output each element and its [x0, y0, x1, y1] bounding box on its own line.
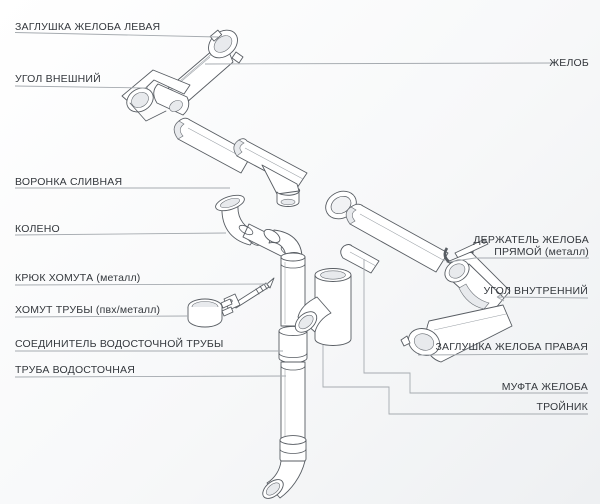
part-downpipe	[259, 253, 307, 502]
callout-line-truba	[15, 376, 286, 377]
label-troynik: ТРОЙНИК	[536, 401, 588, 413]
label-truba: ТРУБА ВОДОСТОЧНАЯ	[15, 364, 135, 376]
callout-line-kryuk	[15, 284, 268, 285]
label-kryuk: КРЮК ХОМУТА (металл)	[15, 272, 141, 284]
part-gutter-with-right-end-cap	[401, 305, 512, 362]
label-ugol-vneshniy: УГОЛ ВНЕШНИЙ	[15, 73, 101, 85]
label-zhelob: ЖЕЛОБ	[549, 57, 589, 69]
label-ugol-vnutrenniy: УГОЛ ВНУТРЕННИЙ	[483, 285, 588, 297]
part-clamp-hook-screw	[224, 278, 274, 310]
label-koleno: КОЛЕНО	[15, 223, 60, 235]
exploded-diagram	[122, 23, 512, 502]
part-outer-corner	[122, 70, 190, 121]
label-zaglushka-levaya: ЗАГЛУШКА ЖЕЛОБА ЛЕВАЯ	[15, 21, 161, 33]
part-pipe-clamp	[188, 299, 233, 327]
part-gutter-coupling	[341, 245, 379, 274]
label-soedinitel: СОЕДИНИТЕЛЬ ВОДОСТОЧНОЙ ТРУБЫ	[15, 338, 224, 350]
callout-line-zaglushka-levaya	[15, 33, 218, 38]
callout-line-zhelob	[205, 63, 556, 64]
label-mufta: МУФТА ЖЕЛОБА	[501, 381, 588, 393]
callout-line-khomut	[15, 316, 188, 317]
label-voronka: ВОРОНКА СЛИВНАЯ	[15, 176, 123, 188]
part-drain-funnel	[234, 139, 307, 207]
label-zaglushka-pravaya: ЗАГЛУШКА ЖЕЛОБА ПРАВАЯ	[435, 341, 588, 353]
label-derzhatel-line1: ДЕРЖАТЕЛЬ ЖЕЛОБА	[473, 234, 589, 246]
label-khomut: ХОМУТ ТРУБЫ (пвх/металл)	[15, 304, 161, 316]
label-derzhatel-line2: ПРЯМОЙ (металл)	[494, 246, 589, 258]
callout-line-ugol-vneshniy	[15, 86, 148, 88]
